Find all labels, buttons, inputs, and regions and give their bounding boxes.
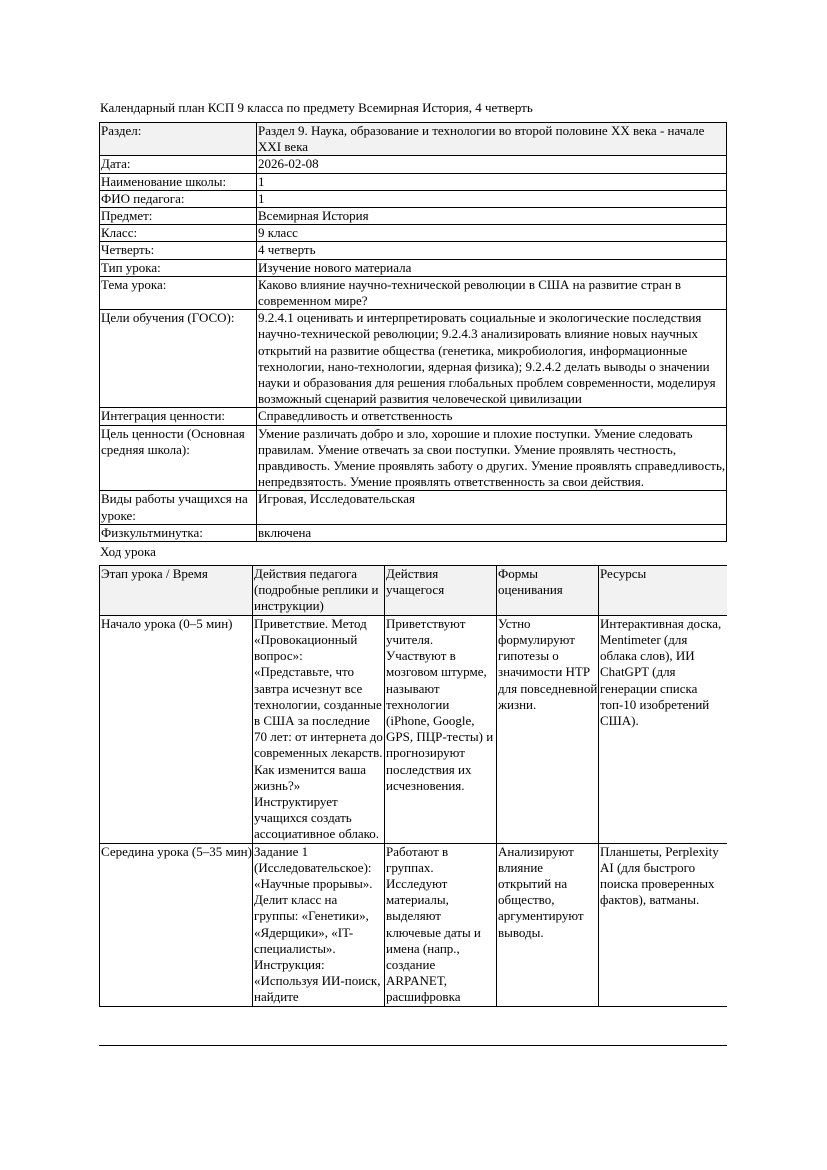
lesson-heading: Ход урока: [100, 544, 156, 560]
lesson-row: [100, 615, 728, 843]
info-value: Каково влияние научно-технической революции в США на развитие стран в современном мире?: [257, 276, 727, 309]
lesson-cell-stage: Начало урока (0–5 мин): [100, 615, 253, 843]
info-value: 1: [257, 190, 727, 207]
info-row: [100, 276, 727, 309]
info-value: Раздел 9. Наука, образование и технологии во второй половине XX века - начале XXI века: [257, 123, 727, 156]
info-row: [100, 408, 727, 425]
info-value: 2026-02-08: [257, 156, 727, 173]
info-value: 9.2.4.1 оценивать и интерпретировать социальные и экологические последствия научно-технической революции; 9.2.4.3 анализировать влияние новых научных открытий на развитие общества (генетика, микробиология, информационные технологии, нано-технологии, ядерная физика); 9.2.4.2 делать выводы о значении науки и образования для решения глобальных проблем современности, моделируя возможный сценарий развития человеческой цивилизации: [257, 310, 727, 408]
info-label: Цель ценности (Основная средняя школа):: [100, 425, 257, 491]
lesson-table: [99, 565, 727, 1006]
info-row: [100, 310, 727, 408]
lesson-column-header: Действия педагога (подробные реплики и инструкции): [253, 566, 385, 616]
info-row: [100, 491, 727, 524]
info-label: Класс:: [100, 225, 257, 242]
info-value: включена: [257, 524, 727, 541]
lesson-cell-assessment: Устно формулируют гипотезы о значимости НТР для повседневной жизни.: [497, 615, 599, 843]
lesson-cell-stage: Середина урока (5–35 мин): [100, 843, 253, 1006]
lesson-row: [100, 843, 728, 1006]
info-value: Справедливость и ответственность: [257, 408, 727, 425]
document-title: Календарный план КСП 9 класса по предмету Всемирная История, 4 четверть: [100, 100, 533, 115]
info-value: Всемирная История: [257, 208, 727, 225]
lesson-cell-student: Приветствуют учителя. Участвуют в мозговом штурме, называют технологии (iPhone, Google, GPS, ПЦР-тесты) и прогнозируют последствия их исчезновения.: [385, 615, 497, 843]
info-row: [100, 208, 727, 225]
lesson-cell-student: Работают в группах. Исследуют материалы, выделяют ключевые даты и имена (напр., создание ARPANET, расшифровка: [385, 843, 497, 1006]
info-label: Предмет:: [100, 208, 257, 225]
info-label: Наименование школы:: [100, 173, 257, 190]
info-table: [99, 122, 727, 542]
info-label: ФИО педагога:: [100, 190, 257, 207]
lesson-column-header: Ресурсы: [599, 566, 728, 616]
info-label: Четверть:: [100, 242, 257, 259]
info-row: [100, 524, 727, 541]
info-value: Изучение нового материала: [257, 259, 727, 276]
info-value: Игровая, Исследовательская: [257, 491, 727, 524]
info-label: Тема урока:: [100, 276, 257, 309]
lesson-cell-teacher: Задание 1 (Исследовательское): «Научные прорывы». Делит класс на группы: «Генетики», «Ядерщики», «IT-специалисты». Инструкция: «Используя ИИ-поиск, найдите: [253, 843, 385, 1006]
info-row: [100, 259, 727, 276]
info-value: 4 четверть: [257, 242, 727, 259]
info-label: Раздел:: [100, 123, 257, 156]
info-row: [100, 173, 727, 190]
info-row: [100, 123, 727, 156]
lesson-cell-resources: Планшеты, Perplexity AI (для быстрого поиска проверенных фактов), ватманы.: [599, 843, 728, 1006]
info-value: Умение различать добро и зло, хорошие и плохие поступки. Умение следовать правилам. Умение отвечать за свои поступки. Умение проявлять честность, правдивость. Умение проявлять заботу о других. Умение проявлять справедливость, непредвзятость. Умение проявлять ответственность за свои действия.: [258, 425, 726, 490]
info-row: [100, 190, 727, 207]
lesson-cell-resources: Интерактивная доска, Mentimeter (для облака слов), ИИ ChatGPT (для генерации списка топ-10 изобретений США).: [599, 615, 728, 843]
info-label: Физкультминутка:: [100, 524, 257, 541]
info-label: Цели обучения (ГОСО):: [100, 310, 257, 408]
info-value: 1: [257, 173, 727, 190]
info-row: [100, 242, 727, 259]
info-label: Тип урока:: [100, 259, 257, 276]
info-row: [100, 156, 727, 173]
info-label: Дата:: [100, 156, 257, 173]
info-row: [100, 425, 727, 491]
info-label: Виды работы учащихся на уроке:: [100, 491, 257, 524]
lesson-table-viewport: [99, 565, 727, 1046]
info-row: [100, 225, 727, 242]
lesson-header-row: [100, 566, 728, 616]
lesson-column-header: Этап урока / Время: [100, 566, 253, 616]
info-label: Интеграция ценности:: [100, 408, 257, 425]
lesson-column-header: Формы оценивания: [497, 566, 599, 616]
lesson-column-header: Действия учащегося: [385, 566, 497, 616]
info-value: 9 класс: [257, 225, 727, 242]
lesson-cell-teacher: Приветствие. Метод «Провокационный вопрос»: «Представьте, что завтра исчезнут все технологии, созданные в США за последние 70 лет: от интернета до современных лекарств. Как изменится ваша жизнь?» Инструктирует учащихся создать ассоциативное облако.: [254, 615, 383, 842]
document-page: [99, 100, 727, 1046]
lesson-cell-assessment: Анализируют влияние открытий на общество, аргументируют выводы.: [497, 843, 599, 1006]
